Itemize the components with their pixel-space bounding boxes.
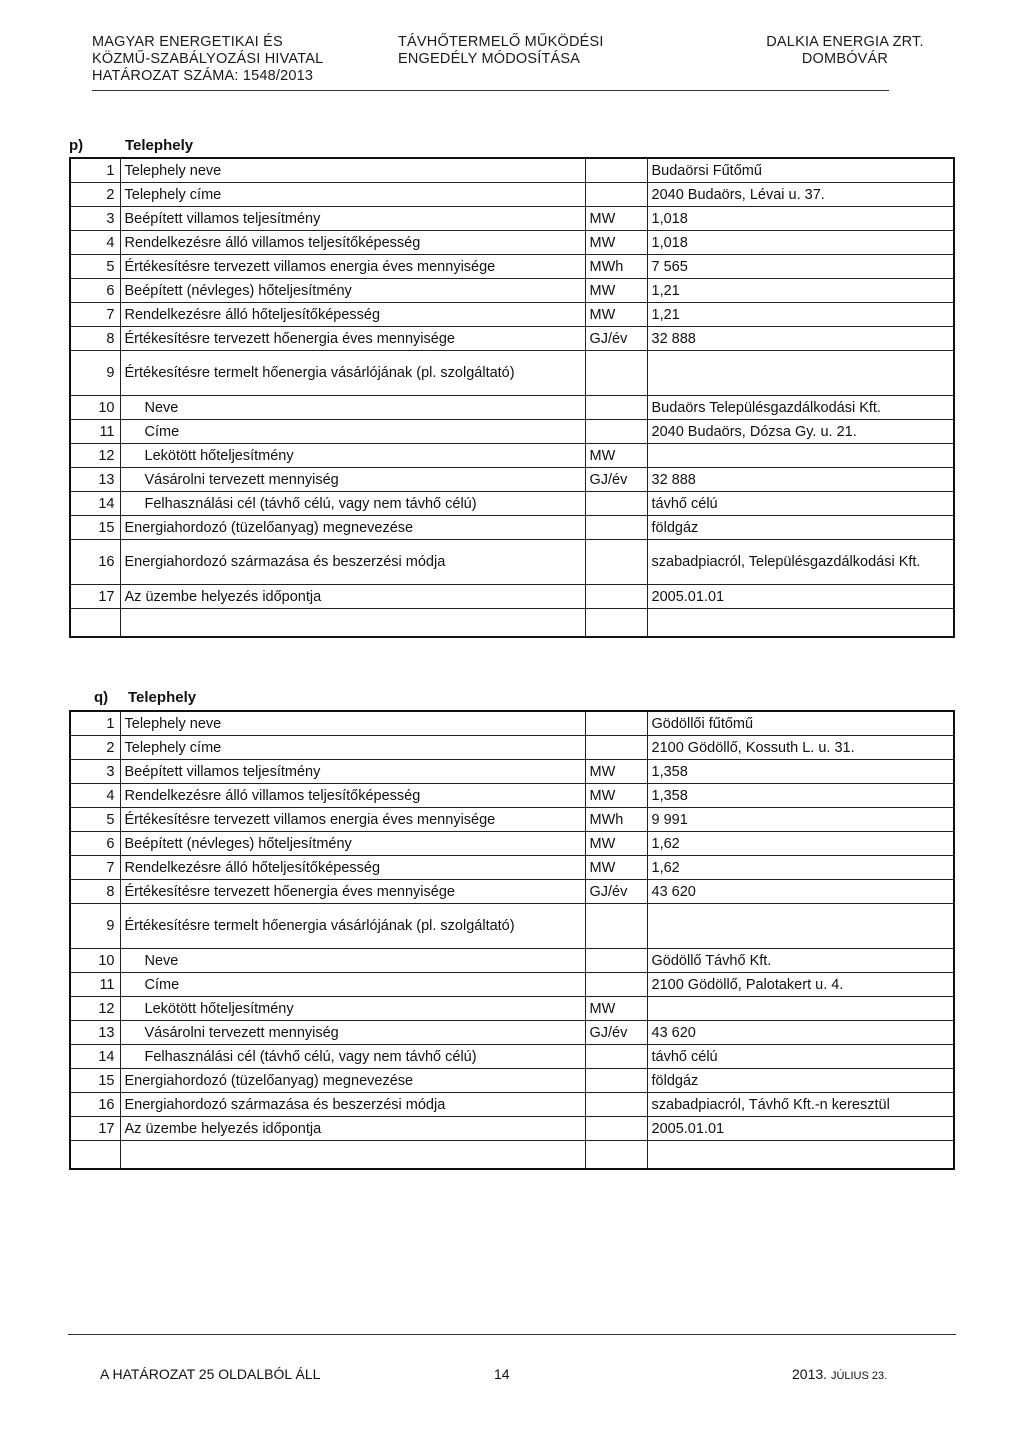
row-unit <box>585 1045 647 1069</box>
row-number: 12 <box>70 997 120 1021</box>
row-value: 1,21 <box>647 303 954 327</box>
row-label: Lekötött hőteljesítmény <box>120 997 585 1021</box>
row-unit <box>585 1069 647 1093</box>
empty-cell <box>70 609 120 638</box>
section-p-letter: p) <box>69 137 84 154</box>
row-number: 16 <box>70 1093 120 1117</box>
row-unit: MW <box>585 856 647 880</box>
empty-cell <box>585 609 647 638</box>
row-label: Telephely címe <box>120 736 585 760</box>
table-row <box>70 973 954 997</box>
row-number: 7 <box>70 856 120 880</box>
row-unit: MW <box>585 279 647 303</box>
row-value: 32 888 <box>647 468 954 492</box>
table-row <box>70 1117 954 1141</box>
row-value: Budaörsi Fűtőmű <box>647 158 954 183</box>
row-unit <box>585 396 647 420</box>
row-number: 17 <box>70 585 120 609</box>
table-row <box>70 327 954 351</box>
table-row <box>70 351 954 396</box>
row-unit: MW <box>585 207 647 231</box>
row-unit: GJ/év <box>585 880 647 904</box>
table-row <box>70 1069 954 1093</box>
empty-cell <box>647 609 954 638</box>
row-number: 9 <box>70 351 120 396</box>
row-label: Telephely címe <box>120 183 585 207</box>
row-value: 2040 Budaörs, Dózsa Gy. u. 21. <box>647 420 954 444</box>
row-value <box>647 444 954 468</box>
row-value: 2100 Gödöllő, Palotakert u. 4. <box>647 973 954 997</box>
row-unit: MW <box>585 997 647 1021</box>
row-number: 6 <box>70 832 120 856</box>
row-label: Beépített villamos teljesítmény <box>120 760 585 784</box>
row-value: 1,018 <box>647 207 954 231</box>
table-row <box>70 949 954 973</box>
table-row <box>70 784 954 808</box>
row-number: 7 <box>70 303 120 327</box>
row-value: 2005.01.01 <box>647 1117 954 1141</box>
row-value: földgáz <box>647 516 954 540</box>
row-label: Értékesítésre tervezett hőenergia éves mennyisége <box>120 327 585 351</box>
row-value: Gödöllő Távhő Kft. <box>647 949 954 973</box>
row-unit <box>585 183 647 207</box>
table-row <box>70 1021 954 1045</box>
row-number: 12 <box>70 444 120 468</box>
row-number: 2 <box>70 736 120 760</box>
header-divider <box>92 90 889 91</box>
row-label: Értékesítésre termelt hőenergia vásárlójának (pl. szolgáltató) <box>120 904 585 949</box>
row-value: szabadpiacról, Távhő Kft.-n keresztül <box>647 1093 954 1117</box>
table-row <box>70 808 954 832</box>
row-number: 6 <box>70 279 120 303</box>
row-label: Vásárolni tervezett mennyiség <box>120 1021 585 1045</box>
row-label: Energiahordozó (tüzelőanyag) megnevezése <box>120 1069 585 1093</box>
row-unit <box>585 516 647 540</box>
row-value: 1,018 <box>647 231 954 255</box>
row-value: távhő célú <box>647 492 954 516</box>
row-unit <box>585 1093 647 1117</box>
header-subject-line: TÁVHŐTERMELŐ MŰKÖDÉSI <box>398 34 604 50</box>
header-subject <box>398 34 604 68</box>
row-number: 3 <box>70 760 120 784</box>
table-row <box>70 279 954 303</box>
table-row <box>70 711 954 736</box>
row-label: Energiahordozó (tüzelőanyag) megnevezése <box>120 516 585 540</box>
table-row <box>70 997 954 1021</box>
table-row <box>70 231 954 255</box>
row-value <box>647 997 954 1021</box>
row-number: 11 <box>70 420 120 444</box>
table-row <box>70 585 954 609</box>
row-number: 8 <box>70 880 120 904</box>
footer-page-number: 14 <box>494 1366 510 1382</box>
header-authority <box>92 34 323 85</box>
row-number: 17 <box>70 1117 120 1141</box>
row-unit: MW <box>585 832 647 856</box>
table-row <box>70 1045 954 1069</box>
row-unit <box>585 492 647 516</box>
table-row <box>70 1093 954 1117</box>
empty-cell <box>120 1141 585 1170</box>
row-value: 2005.01.01 <box>647 585 954 609</box>
row-value <box>647 351 954 396</box>
row-value: 43 620 <box>647 1021 954 1045</box>
row-value: 2100 Gödöllő, Kossuth L. u. 31. <box>647 736 954 760</box>
row-label: Az üzembe helyezés időpontja <box>120 1117 585 1141</box>
table-row <box>70 468 954 492</box>
empty-cell <box>70 1141 120 1170</box>
row-number: 2 <box>70 183 120 207</box>
empty-cell <box>647 1141 954 1170</box>
row-value: 43 620 <box>647 880 954 904</box>
row-label: Beépített (névleges) hőteljesítmény <box>120 832 585 856</box>
section-q-title: Telephely <box>128 689 197 706</box>
table-row <box>70 158 954 183</box>
row-unit <box>585 1117 647 1141</box>
row-value: 9 991 <box>647 808 954 832</box>
row-label: Felhasználási cél (távhő célú, vagy nem távhő célú) <box>120 1045 585 1069</box>
row-label: Energiahordozó származása és beszerzési módja <box>120 1093 585 1117</box>
row-number: 3 <box>70 207 120 231</box>
row-value: Budaörs Településgazdálkodási Kft. <box>647 396 954 420</box>
row-number: 4 <box>70 231 120 255</box>
row-label: Címe <box>120 973 585 997</box>
row-number: 5 <box>70 808 120 832</box>
row-unit <box>585 540 647 585</box>
row-number: 11 <box>70 973 120 997</box>
row-label: Energiahordozó származása és beszerzési módja <box>120 540 585 585</box>
table-row <box>70 255 954 279</box>
row-number: 13 <box>70 1021 120 1045</box>
table-row <box>70 492 954 516</box>
row-label: Neve <box>120 949 585 973</box>
table-row <box>70 880 954 904</box>
row-label: Telephely neve <box>120 158 585 183</box>
row-unit: MW <box>585 784 647 808</box>
row-value: 1,358 <box>647 760 954 784</box>
row-label: Neve <box>120 396 585 420</box>
row-value: 1,358 <box>647 784 954 808</box>
row-unit: MW <box>585 760 647 784</box>
section-p-title: Telephely <box>125 137 194 154</box>
table-row <box>70 207 954 231</box>
row-number: 10 <box>70 949 120 973</box>
row-label: Rendelkezésre álló hőteljesítőképesség <box>120 856 585 880</box>
row-label: Értékesítésre termelt hőenergia vásárlójának (pl. szolgáltató) <box>120 351 585 396</box>
row-number: 9 <box>70 904 120 949</box>
row-label: Rendelkezésre álló villamos teljesítőképesség <box>120 784 585 808</box>
table-row <box>70 832 954 856</box>
site-table-p <box>69 157 955 638</box>
row-number: 15 <box>70 1069 120 1093</box>
header-authority-line: KÖZMŰ-SZABÁLYOZÁSI HIVATAL <box>92 51 324 67</box>
table-row <box>70 444 954 468</box>
row-label: Rendelkezésre álló villamos teljesítőképesség <box>120 231 585 255</box>
row-unit: MW <box>585 444 647 468</box>
row-unit: GJ/év <box>585 468 647 492</box>
row-label: Vásárolni tervezett mennyiség <box>120 468 585 492</box>
row-number: 10 <box>70 396 120 420</box>
row-unit <box>585 949 647 973</box>
row-unit <box>585 736 647 760</box>
row-number: 8 <box>70 327 120 351</box>
site-table-q <box>69 710 955 1170</box>
row-unit: GJ/év <box>585 1021 647 1045</box>
table-row <box>70 736 954 760</box>
row-unit <box>585 904 647 949</box>
row-label: Értékesítésre tervezett villamos energia éves mennyisége <box>120 808 585 832</box>
row-number: 5 <box>70 255 120 279</box>
row-value: Gödöllői fűtőmű <box>647 711 954 736</box>
row-label: Lekötött hőteljesítmény <box>120 444 585 468</box>
row-value: távhő célú <box>647 1045 954 1069</box>
row-value: 32 888 <box>647 327 954 351</box>
row-value: 1,62 <box>647 856 954 880</box>
row-number: 4 <box>70 784 120 808</box>
row-unit: GJ/év <box>585 327 647 351</box>
header-company-name: DALKIA ENERGIA ZRT. <box>766 34 924 50</box>
row-value: 7 565 <box>647 255 954 279</box>
row-number: 16 <box>70 540 120 585</box>
row-label: Az üzembe helyezés időpontja <box>120 585 585 609</box>
row-number: 14 <box>70 492 120 516</box>
header-company <box>760 34 930 68</box>
section-q-letter: q) <box>94 689 109 706</box>
header-decision-number: HATÁROZAT SZÁMA: 1548/2013 <box>92 68 314 84</box>
row-value: szabadpiacról, Településgazdálkodási Kft. <box>647 540 954 585</box>
row-label: Beépített (névleges) hőteljesítmény <box>120 279 585 303</box>
table-row <box>70 540 954 585</box>
row-unit: MW <box>585 231 647 255</box>
table-row <box>70 516 954 540</box>
row-unit: MW <box>585 303 647 327</box>
row-unit <box>585 351 647 396</box>
row-unit: MWh <box>585 808 647 832</box>
table-row <box>70 303 954 327</box>
row-unit <box>585 420 647 444</box>
row-value: 2040 Budaörs, Lévai u. 37. <box>647 183 954 207</box>
table-row <box>70 183 954 207</box>
table-row-empty <box>70 1141 954 1170</box>
footer-date-year: 2013. <box>792 1366 828 1382</box>
row-number: 1 <box>70 158 120 183</box>
footer-divider <box>68 1334 956 1335</box>
row-unit <box>585 158 647 183</box>
header-subject-line: ENGEDÉLY MÓDOSÍTÁSA <box>398 51 581 67</box>
row-label: Címe <box>120 420 585 444</box>
header-company-city: DOMBÓVÁR <box>801 51 889 67</box>
row-unit: MWh <box>585 255 647 279</box>
row-number: 1 <box>70 711 120 736</box>
footer-date <box>792 1366 887 1382</box>
empty-cell <box>120 609 585 638</box>
row-unit <box>585 585 647 609</box>
row-unit <box>585 973 647 997</box>
row-value: 1,21 <box>647 279 954 303</box>
row-number: 13 <box>70 468 120 492</box>
table-row <box>70 420 954 444</box>
footer-date-day: JÚLIUS 23. <box>830 1370 888 1382</box>
row-value <box>647 904 954 949</box>
row-label: Felhasználási cél (távhő célú, vagy nem távhő célú) <box>120 492 585 516</box>
empty-cell <box>585 1141 647 1170</box>
row-label: Rendelkezésre álló hőteljesítőképesség <box>120 303 585 327</box>
row-label: Beépített villamos teljesítmény <box>120 207 585 231</box>
table-row <box>70 856 954 880</box>
row-label: Telephely neve <box>120 711 585 736</box>
row-value: földgáz <box>647 1069 954 1093</box>
footer-page-count: A HATÁROZAT 25 OLDALBÓL ÁLL <box>100 1366 321 1382</box>
row-unit <box>585 711 647 736</box>
row-label: Értékesítésre tervezett hőenergia éves mennyisége <box>120 880 585 904</box>
table-row-empty <box>70 609 954 638</box>
table-row <box>70 396 954 420</box>
header-authority-line: MAGYAR ENERGETIKAI ÉS <box>92 34 283 50</box>
row-label: Értékesítésre tervezett villamos energia éves mennyisége <box>120 255 585 279</box>
row-value: 1,62 <box>647 832 954 856</box>
row-number: 14 <box>70 1045 120 1069</box>
table-row <box>70 760 954 784</box>
table-row <box>70 904 954 949</box>
row-number: 15 <box>70 516 120 540</box>
